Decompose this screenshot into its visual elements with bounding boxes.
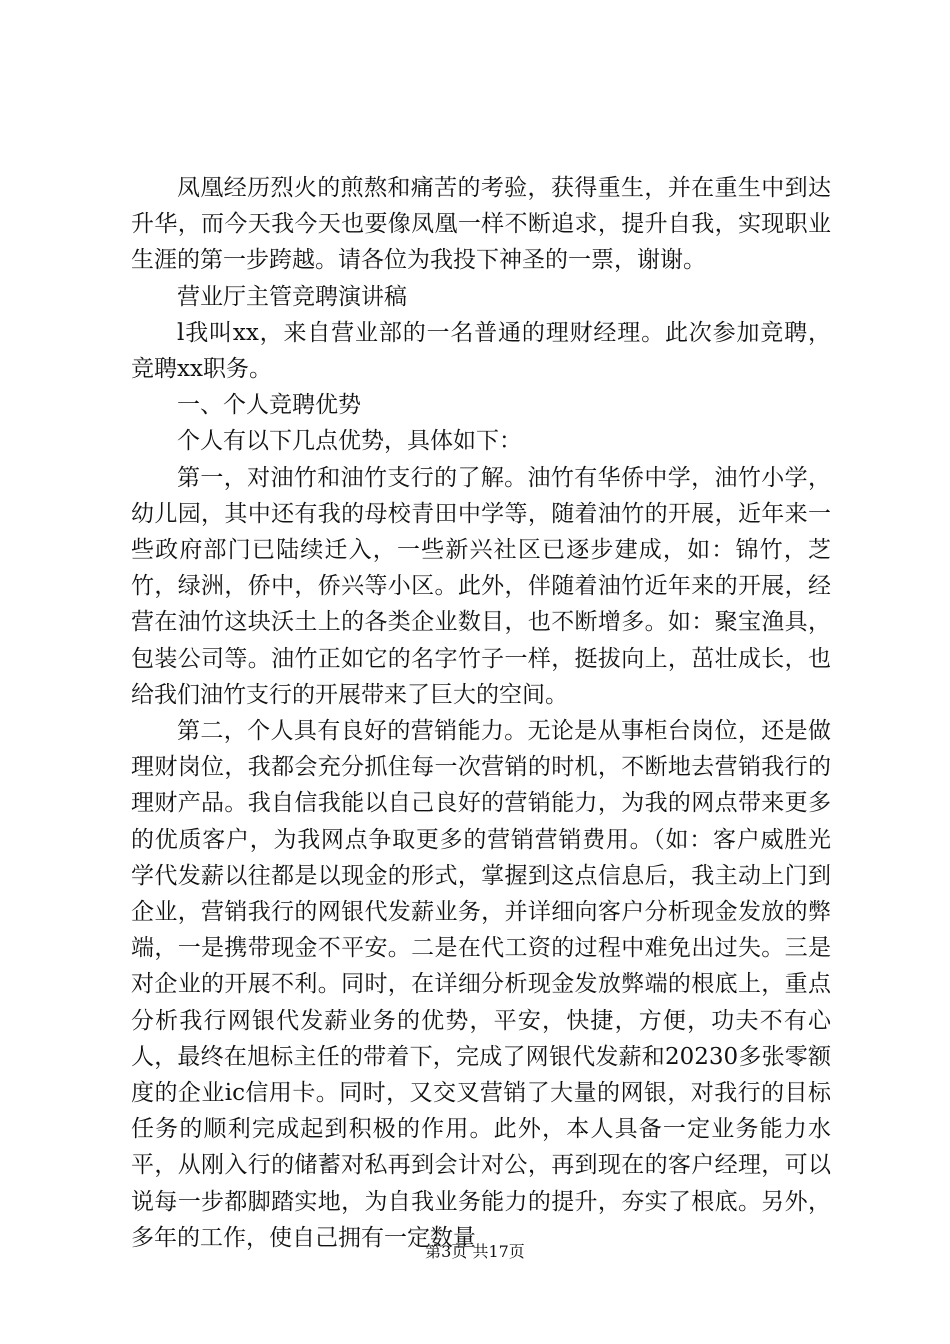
paragraph-advantages-intro: 个人有以下几点优势，具体如下： xyxy=(177,428,522,455)
paragraph-point-two: 第二，个人具有良好的营销能力。无论是从事柜台岗位，还是做理财岗位，我都会充分抓住每一次营销的时机，不断地去营销我行的理财产品。我自信我能以自己良好的营销能力，为我的网点带来更多的优质客户，为我网点争取更多的营销营销费用。（如：客户威胜光学代发薪以往都是以现金的形式，掌握到这点信息后，我主动上门到企业，营销我行的网银代发薪业务，并详细向客户分析现金发放的弊端，一是携带现金不平安。二是在代工资的过程中难免出过失。三是对企业的开展不利。同时，在详细分析现金发放弊端的根底上，重点分析我行网银代发薪业务的优势，平安，快捷，方便，功夫不有心人，最终在旭标主任的带着下，完成了网银代发薪和20230多张零额度的企业ic信用卡。同时，又交叉营销了大量的网银，对我行的目标任务的顺利完成起到积极的作用。此外，本人具备一定业务能力水平，从刚入行的储蓄对私再到会计对公，再到现在的客户经理，可以说每一步都脚踏实地，为自我业务能力的提升，夯实了根底。另外，多年的工作，使自己拥有一定数量 xyxy=(131,718,831,1251)
document-body xyxy=(131,170,831,1256)
paragraph-point-one: 第一，对油竹和油竹支行的了解。油竹有华侨中学，油竹小学，幼儿园，其中还有我的母校青田中学等，随着油竹的开展，近年来一些政府部门已陆续迁入，一些新兴社区已逐步建成，如：锦竹，芝竹，绿洲，侨中，侨兴等小区。此外，伴随着油竹近年来的开展，经营在油竹这块沃土上的各类企业数目，也不断增多。如：聚宝渔具，包装公司等。油竹正如它的名字竹子一样，挺拔向上，茁壮成长，也给我们油竹支行的开展带来了巨大的空间。 xyxy=(131,464,831,708)
section-heading-advantages: 一、个人竞聘优势 xyxy=(177,392,361,419)
page-number-footer: 第3页 共17页 xyxy=(425,1242,525,1261)
paragraph-phoenix-closing: 凤凰经历烈火的煎熬和痛苦的考验，获得重生，并在重生中到达升华，而今天我今天也要像凤凰一样不断追求，提升自我，实现职业生涯的第一步跨越。请各位为我投下神圣的一票，谢谢。 xyxy=(131,175,831,274)
paragraph-speech-title: 营业厅主管竞聘演讲稿 xyxy=(177,283,407,310)
paragraph-self-introduction: l我叫xx，来自营业部的一名普通的理财经理。此次参加竞聘，竞聘xx职务。 xyxy=(131,319,831,383)
